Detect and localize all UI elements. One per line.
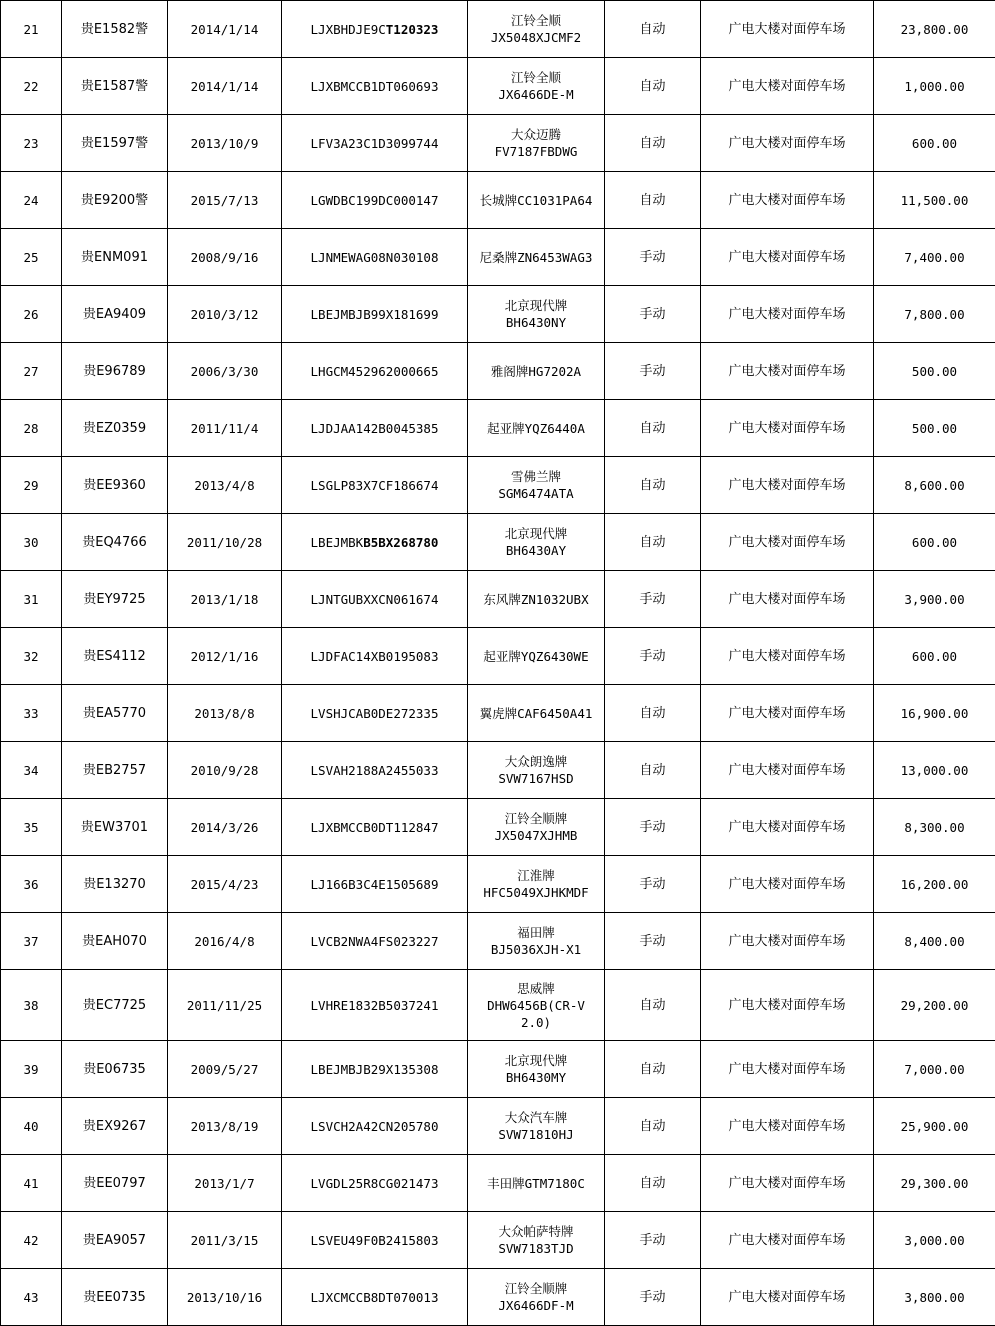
plate-number: 贵EQ4766 xyxy=(62,514,168,571)
registration-date: 2014/1/14 xyxy=(168,1,282,58)
vehicle-model xyxy=(468,172,605,229)
parking-location: 广电大楼对面停车场 xyxy=(701,514,874,571)
vin-number xyxy=(282,1,468,58)
vin-part: LSGLP83X7CF186674 xyxy=(311,478,439,493)
vehicle-model xyxy=(468,514,605,571)
vin-part: LVSHJCAB0DE272335 xyxy=(311,706,439,721)
row-number: 36 xyxy=(1,856,62,913)
vin-part: LGWDBC199DC000147 xyxy=(311,193,439,208)
amount-value: 3,800.00 xyxy=(874,1269,995,1326)
model-line: 长城牌CC1031PA64 xyxy=(470,192,602,209)
row-number: 35 xyxy=(1,799,62,856)
plate-number: 贵EX9267 xyxy=(62,1098,168,1155)
model-line: SGM6474ATA xyxy=(470,485,602,502)
amount-value: 7,000.00 xyxy=(874,1041,995,1098)
vin-part: LSVEU49F0B2415803 xyxy=(311,1233,439,1248)
vin-number xyxy=(282,400,468,457)
row-number: 30 xyxy=(1,514,62,571)
vin-part: LJNTGUBXXCN061674 xyxy=(311,592,439,607)
vin-number xyxy=(282,229,468,286)
parking-location: 广电大楼对面停车场 xyxy=(701,400,874,457)
registration-date: 2011/11/25 xyxy=(168,970,282,1041)
vin-number xyxy=(282,172,468,229)
transmission-type: 自动 xyxy=(605,400,701,457)
table-row xyxy=(1,286,995,343)
transmission-type: 自动 xyxy=(605,1098,701,1155)
vin-number xyxy=(282,1155,468,1212)
vehicle-model xyxy=(468,400,605,457)
transmission-type: 手动 xyxy=(605,1269,701,1326)
vehicle-model xyxy=(468,1098,605,1155)
parking-location: 广电大楼对面停车场 xyxy=(701,343,874,400)
vin-number xyxy=(282,1041,468,1098)
model-line: 北京现代牌 xyxy=(470,525,602,542)
transmission-type: 手动 xyxy=(605,799,701,856)
plate-number: 贵EA5770 xyxy=(62,685,168,742)
amount-value: 7,400.00 xyxy=(874,229,995,286)
model-line: 2.0) xyxy=(470,1014,602,1031)
parking-location: 广电大楼对面停车场 xyxy=(701,799,874,856)
model-line: 大众朗逸牌 xyxy=(470,753,602,770)
transmission-type: 手动 xyxy=(605,913,701,970)
row-number: 34 xyxy=(1,742,62,799)
registration-date: 2011/10/28 xyxy=(168,514,282,571)
vehicle-model xyxy=(468,1,605,58)
transmission-type: 自动 xyxy=(605,1041,701,1098)
table-row xyxy=(1,457,995,514)
vehicle-model xyxy=(468,856,605,913)
vin-part: LSVAH2188A2455033 xyxy=(311,763,439,778)
vin-part: LVGDL25R8CG021473 xyxy=(311,1176,439,1191)
model-line: JX5047XJHMB xyxy=(470,827,602,844)
row-number: 32 xyxy=(1,628,62,685)
amount-value: 600.00 xyxy=(874,628,995,685)
plate-number: 贵EA9057 xyxy=(62,1212,168,1269)
transmission-type: 自动 xyxy=(605,58,701,115)
table-row xyxy=(1,343,995,400)
vin-part: LBEJMBJB29X135308 xyxy=(311,1062,439,1077)
vehicle-model xyxy=(468,685,605,742)
table-row xyxy=(1,58,995,115)
model-line: 起亚牌YQZ6440A xyxy=(470,420,602,437)
plate-number: 贵E13270 xyxy=(62,856,168,913)
transmission-type: 自动 xyxy=(605,514,701,571)
vehicle-model xyxy=(468,115,605,172)
vin-part: LJDFAC14XB0195083 xyxy=(311,649,439,664)
transmission-type: 手动 xyxy=(605,286,701,343)
parking-location: 广电大楼对面停车场 xyxy=(701,286,874,343)
amount-value: 16,900.00 xyxy=(874,685,995,742)
registration-date: 2010/9/28 xyxy=(168,742,282,799)
table-row xyxy=(1,742,995,799)
model-line: JX6466DE-M xyxy=(470,86,602,103)
model-line: BJ5036XJH-X1 xyxy=(470,941,602,958)
table-row xyxy=(1,856,995,913)
transmission-type: 自动 xyxy=(605,970,701,1041)
plate-number: 贵EE0735 xyxy=(62,1269,168,1326)
model-line: 北京现代牌 xyxy=(470,1052,602,1069)
vin-part: LBEJMBK xyxy=(311,535,364,550)
transmission-type: 手动 xyxy=(605,343,701,400)
model-line: 思威牌 xyxy=(470,980,602,997)
model-line: 江铃全顺牌 xyxy=(470,1280,602,1297)
registration-date: 2014/3/26 xyxy=(168,799,282,856)
transmission-type: 手动 xyxy=(605,571,701,628)
vin-part: LJXCMCCB8DT070013 xyxy=(311,1290,439,1305)
plate-number: 贵EW3701 xyxy=(62,799,168,856)
plate-number: 贵E9200警 xyxy=(62,172,168,229)
transmission-type: 手动 xyxy=(605,628,701,685)
row-number: 24 xyxy=(1,172,62,229)
vin-number xyxy=(282,970,468,1041)
amount-value: 8,600.00 xyxy=(874,457,995,514)
vin-part: LVHRE1832B5037241 xyxy=(311,998,439,1013)
row-number: 41 xyxy=(1,1155,62,1212)
table-row xyxy=(1,1155,995,1212)
vin-part-bold: B5BX268780 xyxy=(363,535,438,550)
amount-value: 25,900.00 xyxy=(874,1098,995,1155)
model-line: FV7187FBDWG xyxy=(470,143,602,160)
plate-number: 贵E1587警 xyxy=(62,58,168,115)
vehicle-model xyxy=(468,58,605,115)
row-number: 22 xyxy=(1,58,62,115)
table-row xyxy=(1,172,995,229)
registration-date: 2013/1/18 xyxy=(168,571,282,628)
vehicle-model xyxy=(468,742,605,799)
transmission-type: 手动 xyxy=(605,229,701,286)
vehicle-model xyxy=(468,913,605,970)
vin-number xyxy=(282,343,468,400)
vin-number xyxy=(282,913,468,970)
registration-date: 2013/4/8 xyxy=(168,457,282,514)
model-line: 江淮牌 xyxy=(470,867,602,884)
model-line: DHW6456B(CR-V xyxy=(470,997,602,1014)
plate-number: 贵E96789 xyxy=(62,343,168,400)
parking-location: 广电大楼对面停车场 xyxy=(701,1155,874,1212)
parking-location: 广电大楼对面停车场 xyxy=(701,856,874,913)
transmission-type: 自动 xyxy=(605,742,701,799)
vin-number xyxy=(282,685,468,742)
transmission-type: 自动 xyxy=(605,172,701,229)
vin-number xyxy=(282,799,468,856)
plate-number: 贵EA9409 xyxy=(62,286,168,343)
row-number: 31 xyxy=(1,571,62,628)
parking-location: 广电大楼对面停车场 xyxy=(701,970,874,1041)
table-row xyxy=(1,628,995,685)
vin-part: LHGCM452962000665 xyxy=(311,364,439,379)
row-number: 27 xyxy=(1,343,62,400)
vin-number xyxy=(282,1212,468,1269)
plate-number: 贵EE9360 xyxy=(62,457,168,514)
parking-location: 广电大楼对面停车场 xyxy=(701,628,874,685)
registration-date: 2014/1/14 xyxy=(168,58,282,115)
plate-number: 贵ENM091 xyxy=(62,229,168,286)
row-number: 39 xyxy=(1,1041,62,1098)
vehicle-model xyxy=(468,1269,605,1326)
model-line: BH6430AY xyxy=(470,542,602,559)
amount-value: 29,300.00 xyxy=(874,1155,995,1212)
vehicle-model xyxy=(468,1041,605,1098)
registration-date: 2013/1/7 xyxy=(168,1155,282,1212)
vin-part: LBEJMBJB99X181699 xyxy=(311,307,439,322)
amount-value: 600.00 xyxy=(874,115,995,172)
vehicle-model xyxy=(468,628,605,685)
table-row xyxy=(1,913,995,970)
vehicle-model xyxy=(468,1155,605,1212)
vin-part-bold: T120323 xyxy=(386,22,439,37)
vin-part: LJXBHDJE9C xyxy=(311,22,386,37)
model-line: SVW71810HJ xyxy=(470,1126,602,1143)
model-line: 大众帕萨特牌 xyxy=(470,1223,602,1240)
table-row xyxy=(1,115,995,172)
registration-date: 2010/3/12 xyxy=(168,286,282,343)
vin-number xyxy=(282,856,468,913)
vin-part: LJNMEWAG08N030108 xyxy=(311,250,439,265)
model-line: JX5048XJCMF2 xyxy=(470,29,602,46)
registration-date: 2013/10/16 xyxy=(168,1269,282,1326)
amount-value: 7,800.00 xyxy=(874,286,995,343)
transmission-type: 自动 xyxy=(605,1155,701,1212)
table-row xyxy=(1,514,995,571)
table-row xyxy=(1,1041,995,1098)
model-line: 丰田牌GTM7180C xyxy=(470,1175,602,1192)
parking-location: 广电大楼对面停车场 xyxy=(701,1041,874,1098)
parking-location: 广电大楼对面停车场 xyxy=(701,1098,874,1155)
vehicle-model xyxy=(468,970,605,1041)
registration-date: 2012/1/16 xyxy=(168,628,282,685)
model-line: 江铃全顺牌 xyxy=(470,810,602,827)
table-row xyxy=(1,1098,995,1155)
vin-number xyxy=(282,457,468,514)
parking-location: 广电大楼对面停车场 xyxy=(701,913,874,970)
registration-date: 2013/10/9 xyxy=(168,115,282,172)
amount-value: 8,300.00 xyxy=(874,799,995,856)
parking-location: 广电大楼对面停车场 xyxy=(701,742,874,799)
table-body xyxy=(1,1,995,1326)
registration-date: 2009/5/27 xyxy=(168,1041,282,1098)
row-number: 43 xyxy=(1,1269,62,1326)
parking-location: 广电大楼对面停车场 xyxy=(701,1212,874,1269)
vin-part: LJ166B3C4E1505689 xyxy=(311,877,439,892)
transmission-type: 自动 xyxy=(605,1,701,58)
vin-number xyxy=(282,115,468,172)
amount-value: 1,000.00 xyxy=(874,58,995,115)
row-number: 42 xyxy=(1,1212,62,1269)
amount-value: 500.00 xyxy=(874,343,995,400)
model-line: SVW7183TJD xyxy=(470,1240,602,1257)
parking-location: 广电大楼对面停车场 xyxy=(701,172,874,229)
vehicle-model xyxy=(468,229,605,286)
registration-date: 2013/8/19 xyxy=(168,1098,282,1155)
model-line: SVW7167HSD xyxy=(470,770,602,787)
model-line: 福田牌 xyxy=(470,924,602,941)
registration-date: 2006/3/30 xyxy=(168,343,282,400)
parking-location: 广电大楼对面停车场 xyxy=(701,229,874,286)
table-row xyxy=(1,1212,995,1269)
vin-number xyxy=(282,742,468,799)
plate-number: 贵E06735 xyxy=(62,1041,168,1098)
vin-number xyxy=(282,1269,468,1326)
transmission-type: 手动 xyxy=(605,856,701,913)
row-number: 37 xyxy=(1,913,62,970)
vin-number xyxy=(282,1098,468,1155)
vin-part: LJDJAA142B0045385 xyxy=(311,421,439,436)
table-row xyxy=(1,970,995,1041)
vin-number xyxy=(282,286,468,343)
transmission-type: 自动 xyxy=(605,115,701,172)
parking-location: 广电大楼对面停车场 xyxy=(701,115,874,172)
model-line: 江铃全顺 xyxy=(470,12,602,29)
registration-date: 2011/11/4 xyxy=(168,400,282,457)
amount-value: 23,800.00 xyxy=(874,1,995,58)
transmission-type: 自动 xyxy=(605,457,701,514)
registration-date: 2011/3/15 xyxy=(168,1212,282,1269)
plate-number: 贵E1582警 xyxy=(62,1,168,58)
model-line: 起亚牌YQZ6430WE xyxy=(470,648,602,665)
row-number: 25 xyxy=(1,229,62,286)
amount-value: 3,900.00 xyxy=(874,571,995,628)
model-line: 大众迈腾 xyxy=(470,126,602,143)
model-line: BH6430MY xyxy=(470,1069,602,1086)
table-row xyxy=(1,799,995,856)
vehicle-model xyxy=(468,343,605,400)
row-number: 38 xyxy=(1,970,62,1041)
plate-number: 贵EE0797 xyxy=(62,1155,168,1212)
parking-location: 广电大楼对面停车场 xyxy=(701,58,874,115)
model-line: 雪佛兰牌 xyxy=(470,468,602,485)
row-number: 33 xyxy=(1,685,62,742)
table-row xyxy=(1,400,995,457)
parking-location: 广电大楼对面停车场 xyxy=(701,571,874,628)
parking-location: 广电大楼对面停车场 xyxy=(701,457,874,514)
plate-number: 贵E1597警 xyxy=(62,115,168,172)
model-line: JX6466DF-M xyxy=(470,1297,602,1314)
registration-date: 2015/4/23 xyxy=(168,856,282,913)
table-row xyxy=(1,571,995,628)
plate-number: 贵EB2757 xyxy=(62,742,168,799)
vehicle-model xyxy=(468,571,605,628)
plate-number: 贵ES4112 xyxy=(62,628,168,685)
amount-value: 3,000.00 xyxy=(874,1212,995,1269)
registration-date: 2008/9/16 xyxy=(168,229,282,286)
amount-value: 13,000.00 xyxy=(874,742,995,799)
table-row xyxy=(1,685,995,742)
model-line: 翼虎牌CAF6450A41 xyxy=(470,705,602,722)
vehicle-model xyxy=(468,799,605,856)
model-line: 江铃全顺 xyxy=(470,69,602,86)
vin-number xyxy=(282,571,468,628)
vin-part: LSVCH2A42CN205780 xyxy=(311,1119,439,1134)
row-number: 28 xyxy=(1,400,62,457)
plate-number: 贵EZ0359 xyxy=(62,400,168,457)
vin-number xyxy=(282,514,468,571)
row-number: 29 xyxy=(1,457,62,514)
row-number: 23 xyxy=(1,115,62,172)
parking-location: 广电大楼对面停车场 xyxy=(701,1,874,58)
vehicle-model xyxy=(468,286,605,343)
registration-date: 2016/4/8 xyxy=(168,913,282,970)
plate-number: 贵EY9725 xyxy=(62,571,168,628)
amount-value: 16,200.00 xyxy=(874,856,995,913)
amount-value: 29,200.00 xyxy=(874,970,995,1041)
vin-part: LFV3A23C1D3099744 xyxy=(311,136,439,151)
registration-date: 2015/7/13 xyxy=(168,172,282,229)
model-line: 北京现代牌 xyxy=(470,297,602,314)
registration-date: 2013/8/8 xyxy=(168,685,282,742)
table-row xyxy=(1,1,995,58)
plate-number: 贵EC7725 xyxy=(62,970,168,1041)
table-row xyxy=(1,1269,995,1326)
transmission-type: 手动 xyxy=(605,1212,701,1269)
row-number: 40 xyxy=(1,1098,62,1155)
model-line: 雅阁牌HG7202A xyxy=(470,363,602,380)
plate-number: 贵EAH070 xyxy=(62,913,168,970)
amount-value: 11,500.00 xyxy=(874,172,995,229)
vehicle-model xyxy=(468,1212,605,1269)
row-number: 26 xyxy=(1,286,62,343)
amount-value: 500.00 xyxy=(874,400,995,457)
row-number: 21 xyxy=(1,1,62,58)
model-line: 大众汽车牌 xyxy=(470,1109,602,1126)
amount-value: 8,400.00 xyxy=(874,913,995,970)
vin-part: LJXBMCCB1DT060693 xyxy=(311,79,439,94)
parking-location: 广电大楼对面停车场 xyxy=(701,1269,874,1326)
vin-part: LVCB2NWA4FS023227 xyxy=(311,934,439,949)
model-line: HFC5049XJHKMDF xyxy=(470,884,602,901)
vin-number xyxy=(282,628,468,685)
amount-value: 600.00 xyxy=(874,514,995,571)
table-row xyxy=(1,229,995,286)
model-line: 尼桑牌ZN6453WAG3 xyxy=(470,249,602,266)
transmission-type: 自动 xyxy=(605,685,701,742)
parking-location: 广电大楼对面停车场 xyxy=(701,685,874,742)
model-line: BH6430NY xyxy=(470,314,602,331)
vehicle-model xyxy=(468,457,605,514)
vin-part: LJXBMCCB0DT112847 xyxy=(311,820,439,835)
vin-number xyxy=(282,58,468,115)
model-line: 东风牌ZN1032UBX xyxy=(470,591,602,608)
